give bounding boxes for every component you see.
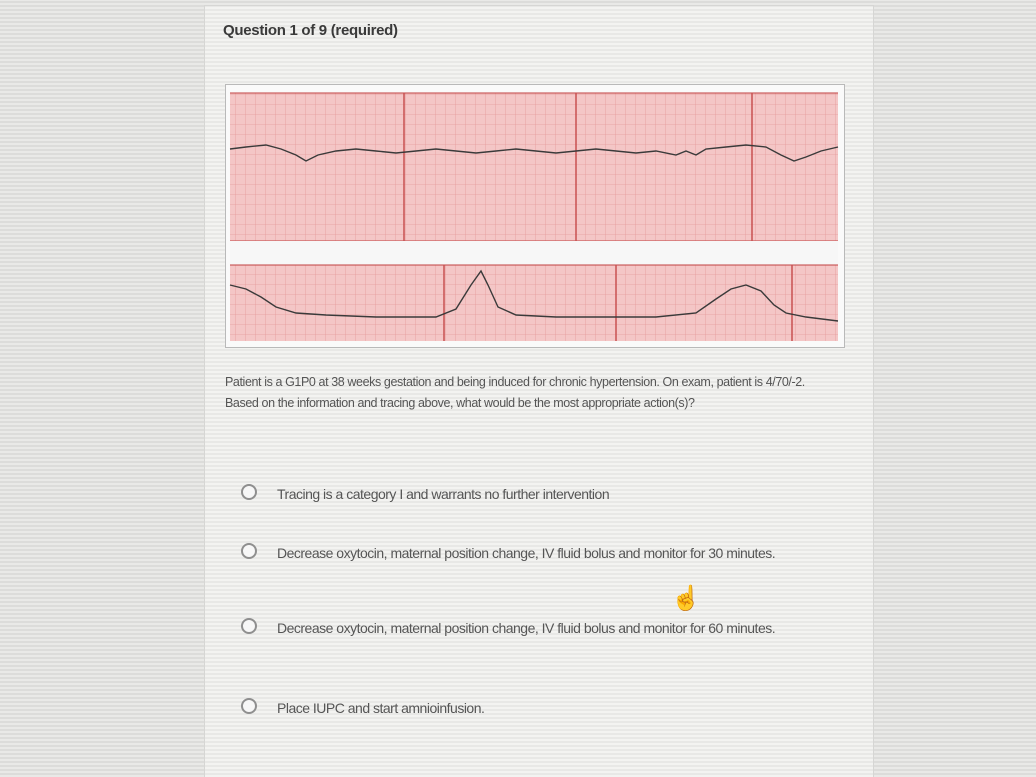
answer-option-4[interactable]: [241, 698, 837, 718]
radio-unselected-icon[interactable]: [241, 484, 257, 500]
radio-unselected-icon[interactable]: [241, 698, 257, 714]
answer-option-label: Decrease oxytocin, maternal position change, IV fluid bolus and monitor for 30 minutes.: [277, 545, 776, 561]
answer-option-2[interactable]: [241, 543, 837, 563]
answer-option-1[interactable]: [241, 484, 837, 504]
question-card: [205, 6, 873, 777]
answer-option-3[interactable]: [241, 618, 837, 638]
fetal-heart-tracing-image: [225, 84, 845, 348]
answer-option-label: Decrease oxytocin, maternal position change, IV fluid bolus and monitor for 60 minutes.: [277, 620, 776, 636]
radio-unselected-icon[interactable]: [241, 618, 257, 634]
hand-pointer-icon: ☝: [671, 585, 701, 612]
answer-option-label: Tracing is a category I and warrants no further intervention: [277, 486, 610, 502]
question-stem: Patient is a G1P0 at 38 weeks gestation and being induced for chronic hypertension. On exam, patient is 4/70/-2. Based on the information and tracing above, what would be the most appropriate action(s)?: [225, 375, 805, 410]
question-title: Question 1 of 9 (required): [223, 22, 398, 39]
radio-unselected-icon[interactable]: [241, 543, 257, 559]
answer-option-label: Place IUPC and start amnioinfusion.: [277, 700, 485, 716]
